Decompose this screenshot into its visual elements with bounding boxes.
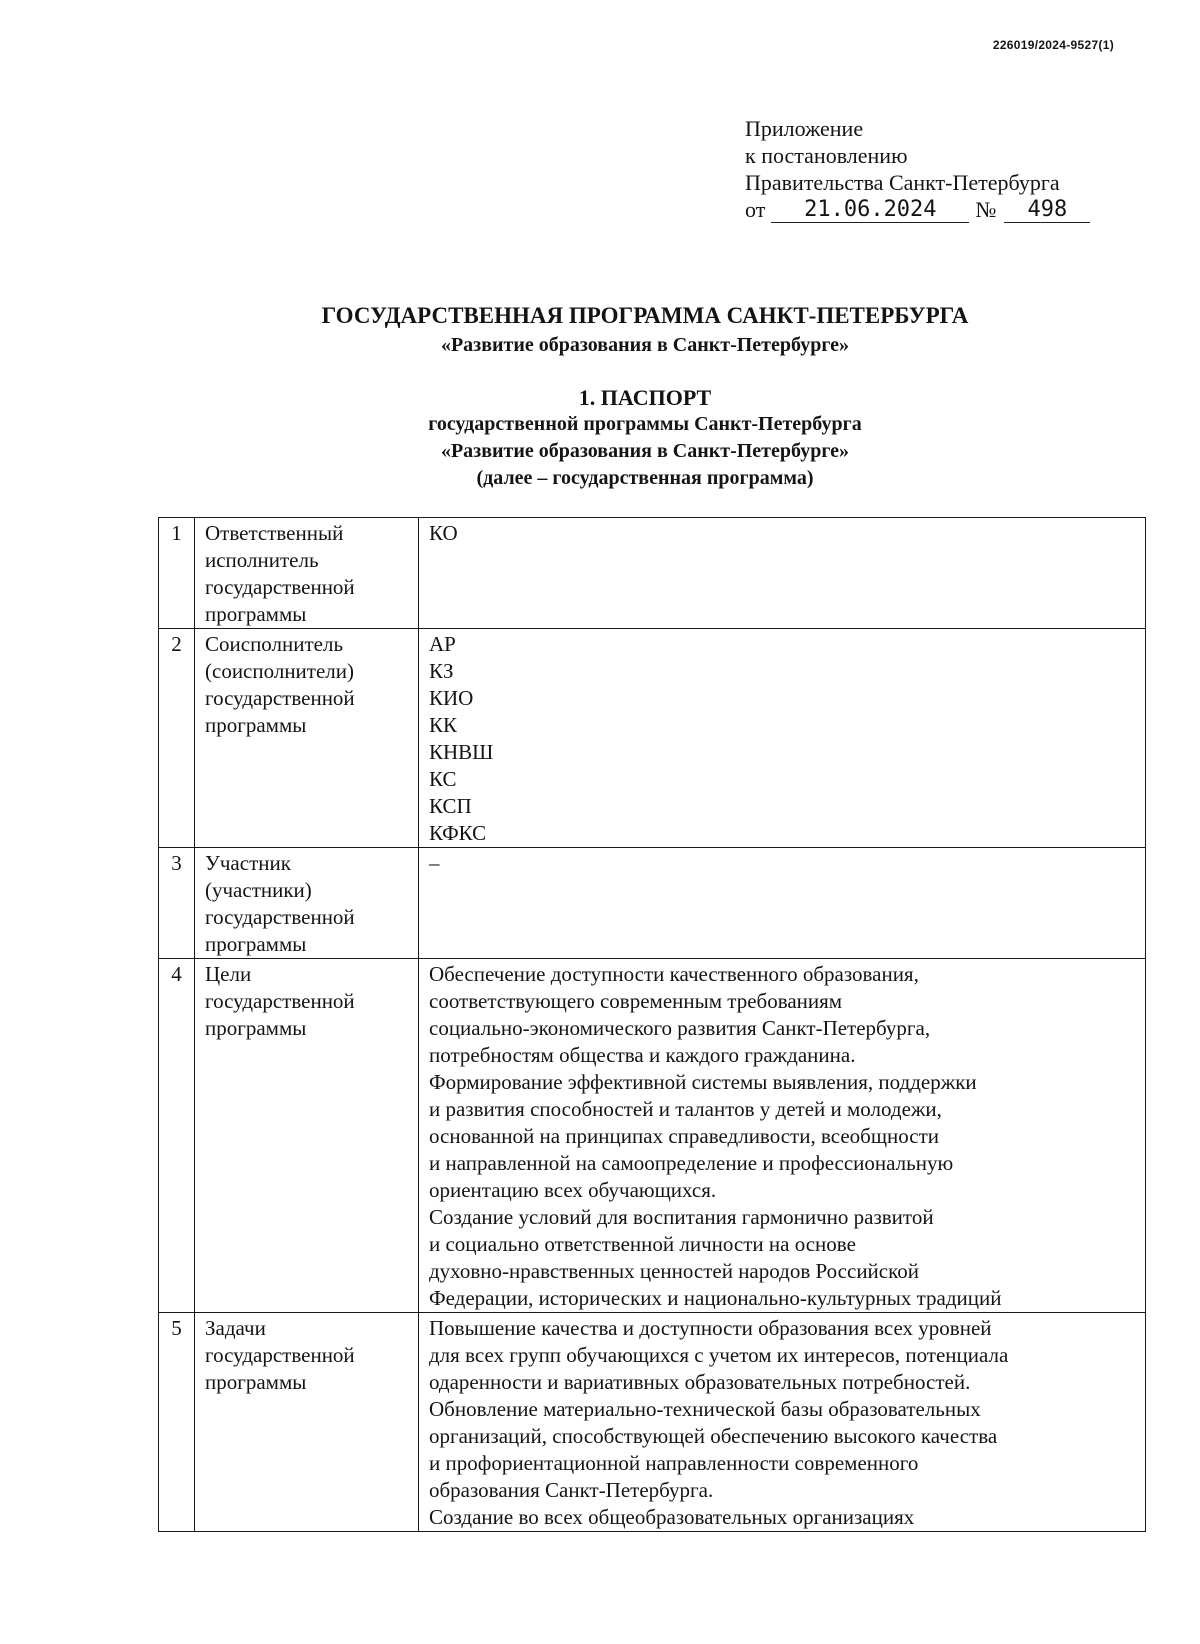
row-label-line: программы bbox=[205, 1016, 307, 1040]
row-value bbox=[419, 848, 1146, 959]
row-number: 1 bbox=[159, 518, 195, 629]
table-row bbox=[159, 1313, 1146, 1532]
date-prefix: от bbox=[745, 197, 766, 222]
appendix-line-2: к постановлению bbox=[745, 143, 908, 168]
row-number: 3 bbox=[159, 848, 195, 959]
row-value bbox=[419, 1313, 1146, 1532]
row-label bbox=[195, 959, 419, 1313]
resolution-date: 21.06.2024 bbox=[771, 198, 969, 223]
row-value-line: социально-экономического развития Санкт-Петербурга, bbox=[429, 1016, 931, 1040]
passport-heading-line-1: государственной программы Санкт-Петербурга bbox=[428, 413, 862, 435]
row-value-line: и социально ответственной личности на основе bbox=[429, 1232, 856, 1256]
row-value-line: КО bbox=[429, 521, 458, 545]
row-value-line: КС bbox=[429, 767, 457, 791]
row-value-line: организаций, способствующей обеспечению высокого качества bbox=[429, 1424, 998, 1448]
row-value-line: АР bbox=[429, 632, 456, 656]
row-value-line: Формирование эффективной системы выявления, поддержки bbox=[429, 1070, 977, 1094]
row-value-line: основанной на принципах справедливости, всеобщности bbox=[429, 1124, 940, 1148]
row-number: 5 bbox=[159, 1313, 195, 1532]
row-label-line: (соисполнители) bbox=[205, 659, 354, 683]
row-label-line: Соисполнитель bbox=[205, 632, 344, 656]
appendix-date-line bbox=[745, 196, 1090, 223]
row-value-line: КФКС bbox=[429, 821, 487, 845]
row-value-line: КНВШ bbox=[429, 740, 494, 764]
row-label-line: Задачи bbox=[205, 1316, 266, 1340]
row-value-line: духовно-нравственных ценностей народов Российской bbox=[429, 1259, 919, 1283]
table-row bbox=[159, 848, 1146, 959]
row-label-line: исполнитель bbox=[205, 548, 319, 572]
appendix-line-1: Приложение bbox=[745, 116, 864, 141]
row-value-line: – bbox=[429, 851, 440, 875]
row-label-line: государственной bbox=[205, 575, 355, 599]
row-value-line: Обновление материально-технической базы образовательных bbox=[429, 1397, 981, 1421]
table-row bbox=[159, 959, 1146, 1313]
row-label bbox=[195, 629, 419, 848]
row-number: 4 bbox=[159, 959, 195, 1313]
row-value-line: для всех групп обучающихся с учетом их интересов, потенциала bbox=[429, 1343, 1009, 1367]
row-value-line: КК bbox=[429, 713, 458, 737]
row-value-line: Создание во всех общеобразовательных организациях bbox=[429, 1505, 915, 1529]
row-value-line: КИО bbox=[429, 686, 474, 710]
row-label-line: (участники) bbox=[205, 878, 312, 902]
row-value-line: Обеспечение доступности качественного образования, bbox=[429, 962, 919, 986]
appendix-line-3: Правительства Санкт-Петербурга bbox=[745, 170, 1060, 195]
appendix-block bbox=[745, 115, 1090, 223]
row-label-line: программы bbox=[205, 713, 307, 737]
document-registration-number: 226019/2024-9527(1) bbox=[992, 38, 1114, 52]
row-label-line: государственной bbox=[205, 989, 355, 1013]
row-value-line: КСП bbox=[429, 794, 472, 818]
row-number: 2 bbox=[159, 629, 195, 848]
row-value bbox=[419, 518, 1146, 629]
program-title: ГОСУДАРСТВЕННАЯ ПРОГРАММА САНКТ-ПЕТЕРБУРГА bbox=[321, 303, 969, 328]
row-label-line: Ответственный bbox=[205, 521, 344, 545]
row-label-line: государственной bbox=[205, 686, 355, 710]
row-value-line: одаренности и вариативных образовательных потребностей. bbox=[429, 1370, 971, 1394]
row-value-line: Создание условий для воспитания гармонично развитой bbox=[429, 1205, 934, 1229]
passport-heading-line-2: «Развитие образования в Санкт-Петербурге» bbox=[440, 440, 850, 462]
row-label bbox=[195, 848, 419, 959]
row-value-line: и развития способностей и талантов у детей и молодежи, bbox=[429, 1097, 942, 1121]
table-row bbox=[159, 629, 1146, 848]
row-label bbox=[195, 1313, 419, 1532]
row-label-line: Цели bbox=[205, 962, 252, 986]
table-row bbox=[159, 518, 1146, 629]
row-value-line: и профориентационной направленности современного bbox=[429, 1451, 919, 1475]
row-value-line: потребностям общества и каждого гражданина. bbox=[429, 1043, 856, 1067]
row-value-line: и направленной на самоопределение и профессиональную bbox=[429, 1151, 954, 1175]
resolution-number: 498 bbox=[1004, 198, 1090, 223]
row-label-line: Участник bbox=[205, 851, 291, 875]
program-subtitle: «Развитие образования в Санкт-Петербурге» bbox=[440, 334, 850, 356]
passport-heading-block bbox=[0, 384, 1200, 492]
row-label-line: программы bbox=[205, 1370, 307, 1394]
passport-table-body bbox=[159, 518, 1146, 1532]
row-value-line: Федерации, исторических и национально-культурных традиций bbox=[429, 1286, 1002, 1310]
number-sign: № bbox=[975, 197, 997, 222]
row-label-line: государственной bbox=[205, 905, 355, 929]
row-value-line: Повышение качества и доступности образования всех уровней bbox=[429, 1316, 992, 1340]
row-value bbox=[419, 959, 1146, 1313]
row-value bbox=[419, 629, 1146, 848]
row-value-line: образования Санкт-Петербурга. bbox=[429, 1478, 714, 1502]
row-label bbox=[195, 518, 419, 629]
passport-heading-line-3: (далее – государственная программа) bbox=[476, 467, 814, 489]
row-value-line: соответствующего современным требованиям bbox=[429, 989, 843, 1013]
row-value-line: ориентацию всех обучающихся. bbox=[429, 1178, 717, 1202]
passport-heading: 1. ПАСПОРТ bbox=[578, 385, 712, 410]
row-label-line: программы bbox=[205, 602, 307, 626]
row-label-line: государственной bbox=[205, 1343, 355, 1367]
passport-table bbox=[158, 517, 1146, 1532]
row-value-line: КЗ bbox=[429, 659, 454, 683]
row-label-line: программы bbox=[205, 932, 307, 956]
